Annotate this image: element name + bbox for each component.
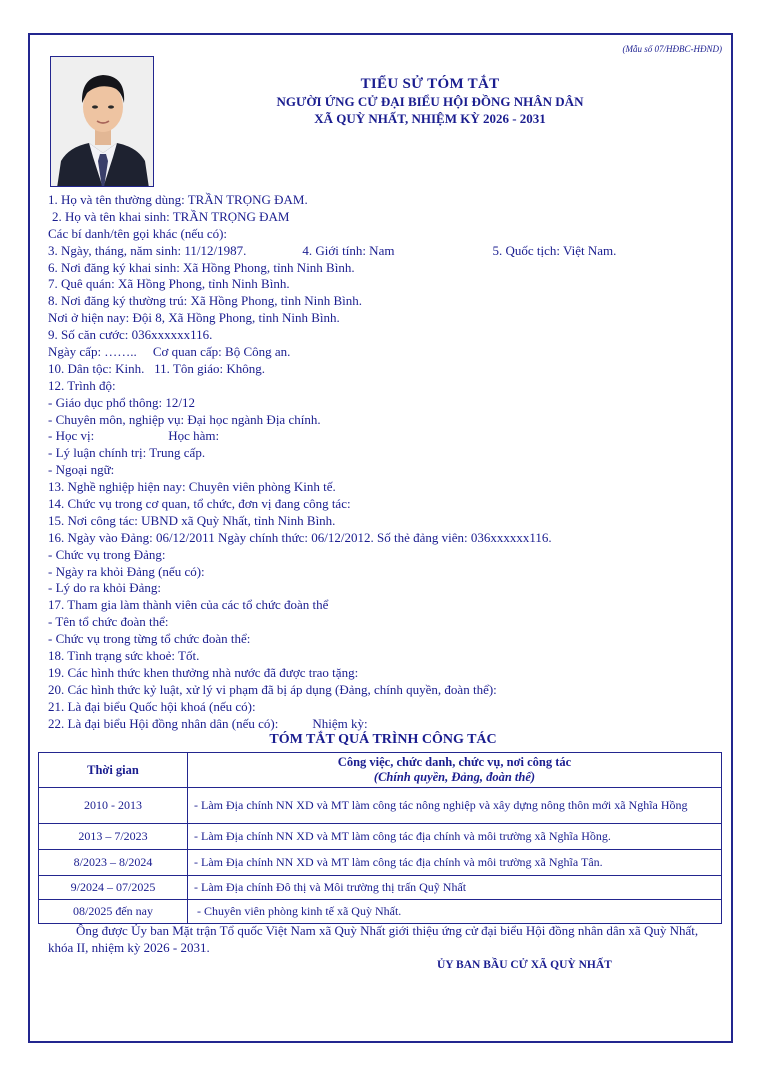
field-issue-date: Ngày cấp: …….. bbox=[48, 344, 137, 360]
field-ethnicity-religion: 10. Dân tộc: Kinh. 11. Tôn giáo: Không. bbox=[48, 360, 266, 376]
row-period: 2010 - 2013 bbox=[39, 788, 188, 824]
field-council-membership bbox=[48, 716, 718, 733]
field-foreign-language: - Ngoại ngữ: bbox=[48, 462, 115, 478]
field-awards: 19. Các hình thức khen thưởng nhà nước đã được trao tặng: bbox=[48, 664, 359, 680]
row-work: - Làm Địa chính NN XD và MT làm công tác địa chính và môi trường xã Nghĩa Tân. bbox=[188, 850, 722, 876]
field-party-position: - Chức vụ trong Đảng: bbox=[48, 546, 166, 562]
column-header-work-line1: Công việc, chức danh, chức vụ, nơi công tác bbox=[337, 755, 572, 769]
field-permanent-residence: 8. Nơi đăng ký thường trú: Xã Hồng Phong, tỉnh Ninh Bình. bbox=[48, 293, 363, 309]
column-header-work-line2: (Chính quyền, Đảng, đoàn thể) bbox=[373, 770, 536, 784]
field-political-theory: - Lý luận chính trị: Trung cấp. bbox=[48, 445, 206, 461]
field-education-heading: 12. Trình độ: bbox=[48, 377, 116, 393]
row-work: - Làm Địa chính NN XD và MT làm công tác nông nghiệp và xây dựng nông thôn mới xã Nghĩa Hồng bbox=[188, 788, 722, 824]
row-period: 2013 – 7/2023 bbox=[39, 824, 188, 850]
field-birth-registration: 6. Nơi đăng ký khai sinh: Xã Hồng Phong, tỉnh Ninh Bình. bbox=[48, 259, 355, 275]
history-title: TÓM TẮT QUÁ TRÌNH CÔNG TÁC bbox=[269, 732, 497, 747]
field-organization-name: - Tên tổ chức đoàn thể: bbox=[48, 614, 169, 630]
field-degree: - Học vị: bbox=[48, 428, 95, 444]
title-line-3: XÃ QUỲ NHẤT, NHIỆM KỲ 2026 - 2031 bbox=[314, 111, 546, 126]
field-party-exit-reason: - Lý do ra khỏi Đảng: bbox=[48, 580, 162, 596]
row-work: - Làm Địa chính NN XD và MT làm công tác địa chính và môi trường xã Nghĩa Hồng. bbox=[188, 824, 722, 850]
table-header-row bbox=[39, 753, 722, 788]
field-nationality: 5. Quốc tịch: Việt Nam. bbox=[492, 242, 617, 258]
field-position: 14. Chức vụ trong cơ quan, tổ chức, đơn vị đang công tác: bbox=[48, 496, 351, 512]
table-row bbox=[39, 876, 722, 900]
field-organizations: 17. Tham gia làm thành viên của các tổ chức đoàn thể bbox=[48, 597, 329, 613]
field-current-address: Nơi ở hiện nay: Đội 8, Xã Hồng Phong, tỉnh Ninh Bình. bbox=[48, 310, 340, 326]
field-national-assembly: 21. Là đại biểu Quốc hội khoá (nếu có): bbox=[48, 698, 256, 714]
field-party-exit-date: - Ngày ra khỏi Đảng (nếu có): bbox=[48, 563, 205, 579]
field-discipline: 20. Các hình thức kỷ luật, xử lý vi phạm đã bị áp dụng (Đảng, chính quyền, đoàn thể): bbox=[48, 681, 497, 697]
title-line-2: NGƯỜI ỨNG CỬ ĐẠI BIỂU HỘI ĐỒNG NHÂN DÂN bbox=[276, 94, 584, 109]
row-work: - Làm Địa chính Đô thị và Môi trường thị trấn Quỹ Nhất bbox=[188, 876, 722, 900]
column-header-work bbox=[188, 753, 722, 788]
portrait-image bbox=[51, 57, 154, 187]
field-birth-gender-nationality bbox=[48, 243, 718, 260]
row-period: 8/2023 – 8/2024 bbox=[39, 850, 188, 876]
field-organization-position: - Chức vụ trong từng tổ chức đoàn thể: bbox=[48, 631, 251, 647]
row-period: 08/2025 đến nay bbox=[39, 900, 188, 924]
field-id-number: 9. Số căn cước: 036xxxxxx116. bbox=[48, 327, 213, 343]
field-academic-title: Học hàm: bbox=[168, 428, 220, 444]
field-general-education: - Giáo dục phổ thông: 12/12 bbox=[48, 394, 195, 410]
title-main: TIỂU SỬ TÓM TẮT bbox=[360, 76, 500, 92]
field-gender: 4. Giới tính: Nam bbox=[302, 242, 395, 258]
table-row bbox=[39, 850, 722, 876]
table-row bbox=[39, 788, 722, 824]
column-header-period: Thời gian bbox=[39, 753, 188, 788]
field-aliases: Các bí danh/tên gọi khác (nếu có): bbox=[48, 225, 228, 241]
field-council-deputy: 22. Là đại biểu Hội đồng nhân dân (nếu có): bbox=[48, 715, 279, 731]
field-workplace: 15. Nơi công tác: UBND xã Quỳ Nhất, tỉnh Ninh Bình. bbox=[48, 512, 336, 528]
document-title bbox=[160, 76, 700, 127]
field-health: 18. Tình trạng sức khoẻ: Tốt. bbox=[48, 648, 200, 664]
field-hometown: 7. Quê quán: Xã Hồng Phong, tỉnh Ninh Bình. bbox=[48, 276, 290, 292]
field-occupation: 13. Nghề nghiệp hiện nay: Chuyên viên phòng Kinh tế. bbox=[48, 479, 336, 495]
field-birth-date: 3. Ngày, tháng, năm sinh: 11/12/1987. bbox=[48, 242, 247, 258]
signing-authority: ỦY BAN BẦU CỬ XÃ QUỲ NHẤT bbox=[437, 959, 612, 971]
row-period: 9/2024 – 07/2025 bbox=[39, 876, 188, 900]
field-degree-title bbox=[48, 428, 718, 445]
form-code: (Mẫu số 07/HĐBC-HĐND) bbox=[622, 44, 722, 54]
field-specialization: - Chuyên môn, nghiệp vụ: Đại học ngành Địa chính. bbox=[48, 411, 321, 427]
portrait-photo bbox=[50, 56, 154, 187]
closing-statement: Ông được Ủy ban Mặt trận Tổ quốc Việt Nam xã Quỳ Nhất giới thiệu ứng cử đại biểu Hội đồng nhân dân xã Quỳ Nhất, khóa II, nhiệm kỳ 2026 - 2031. bbox=[48, 923, 699, 955]
table-row bbox=[39, 900, 722, 924]
table-row bbox=[39, 824, 722, 850]
field-birth-name: 2. Họ và tên khai sinh: TRẦN TRỌNG ĐAM bbox=[52, 208, 290, 224]
work-history-table bbox=[38, 752, 722, 924]
field-party-admission: 16. Ngày vào Đảng: 06/12/2011 Ngày chính thức: 06/12/2012. Số thẻ đảng viên: 036xxxxxx116. bbox=[48, 529, 552, 545]
field-id-issue bbox=[48, 344, 718, 361]
field-common-name: 1. Họ và tên thường dùng: TRẦN TRỌNG ĐAM. bbox=[48, 192, 308, 207]
field-issuing-authority: Cơ quan cấp: Bộ Công an. bbox=[152, 344, 291, 360]
field-council-term: Nhiệm kỳ: bbox=[312, 715, 368, 731]
biography-fields bbox=[48, 192, 718, 733]
row-work: - Chuyên viên phòng kinh tế xã Quỳ Nhất. bbox=[188, 900, 722, 924]
